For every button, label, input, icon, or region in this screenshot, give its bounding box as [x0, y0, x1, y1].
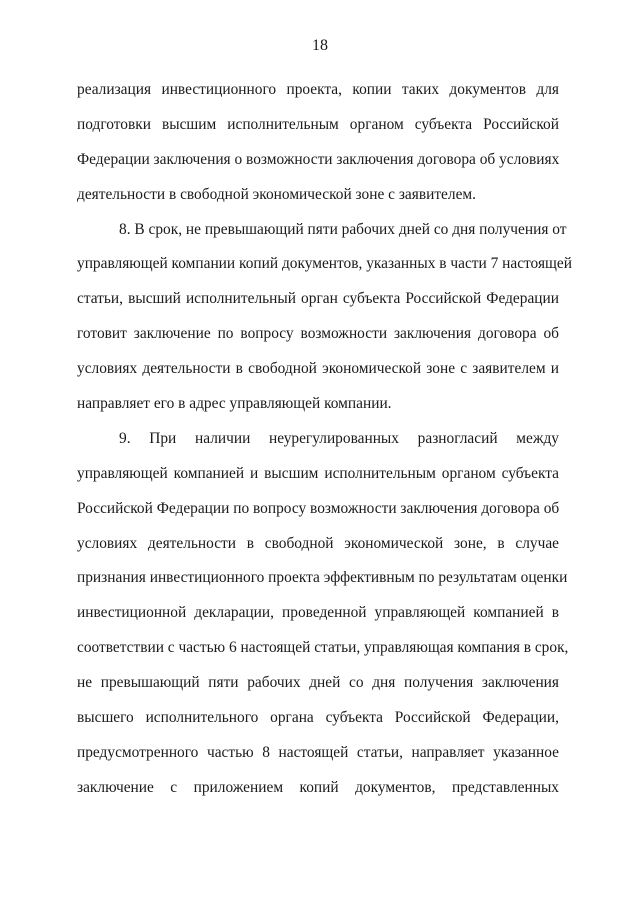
paragraph-8-line: 8. В срок, не превышающий пяти рабочих дней со дня получения от: [119, 220, 567, 238]
paragraph-continuation: [77, 73, 572, 806]
text-line: деятельности в свободной экономической зоне с заявителем.: [77, 185, 476, 203]
text-line: управляющей компании копий документов, указанных в части 7 настоящей: [77, 255, 572, 273]
text-line: предусмотренного частью 8 настоящей статьи, направляет указанное: [77, 743, 559, 761]
page-number: 18: [312, 37, 328, 54]
text-line: высшего исполнительного органа субъекта Российской Федерации,: [77, 709, 559, 727]
text-line: заключение с приложением копий документов, представленных: [77, 778, 559, 796]
text-line: условиях деятельности в свободной экономической зоне, в случае: [77, 534, 559, 552]
text-line: реализация инвестиционного проекта, копии таких документов для: [77, 81, 559, 98]
text-line: направляет его в адрес управляющей компании.: [77, 395, 392, 413]
text-line: управляющей компанией и высшим исполнительным органом субъекта: [77, 464, 559, 482]
text-line: статьи, высший исполнительный орган субъекта Российской Федерации: [77, 290, 559, 308]
text-line: не превышающий пяти рабочих дней со дня получения заключения: [77, 674, 559, 692]
text-line: подготовки высшим исполнительным органом субъекта Российской: [77, 115, 559, 133]
text-line: готовит заключение по вопросу возможности заключения договора об: [77, 325, 559, 343]
text-line: условиях деятельности в свободной экономической зоне с заявителем и: [77, 360, 559, 378]
text-line: инвестиционной декларации, проведенной управляющей компанией в: [77, 604, 559, 622]
paragraph-9-line: 9. При наличии неурегулированных разногласий между: [119, 429, 559, 447]
text-line: признания инвестиционного проекта эффективным по результатам оценки: [77, 569, 568, 587]
text-line: Российской Федерации по вопросу возможности заключения договора об: [77, 499, 560, 517]
text-line: Федерации заключения о возможности заключения договора об условиях: [77, 150, 560, 168]
text-line: соответствии с частью 6 настоящей статьи, управляющая компания в срок,: [77, 639, 569, 657]
